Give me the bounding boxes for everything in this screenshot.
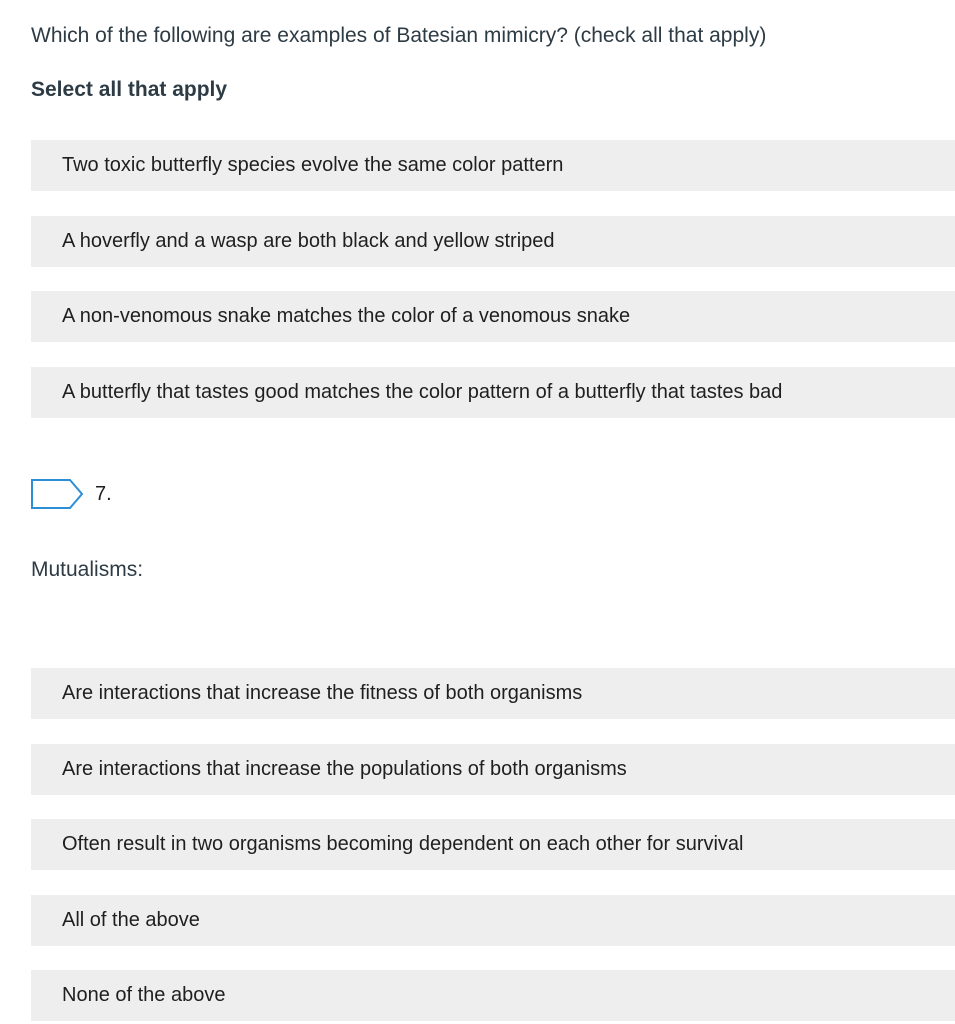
question-number: 7. bbox=[95, 482, 112, 505]
answer-option[interactable] bbox=[31, 216, 955, 267]
bookmark-flag-icon[interactable] bbox=[31, 479, 83, 509]
question-7-text: Mutualisms: bbox=[31, 558, 144, 581]
question-6-text: Which of the following are examples of Batesian mimicry? (check all that apply) bbox=[31, 24, 767, 47]
answer-label: None of the above bbox=[62, 984, 226, 1006]
question-6-answer-list bbox=[31, 140, 955, 418]
answer-label: Two toxic butterfly species evolve the same color pattern bbox=[62, 154, 564, 176]
select-all-instruction: Select all that apply bbox=[31, 78, 228, 101]
answer-option[interactable] bbox=[31, 819, 955, 870]
answer-label: A butterfly that tastes good matches the color pattern of a butterfly that tastes bad bbox=[62, 380, 783, 403]
answer-option[interactable] bbox=[31, 744, 955, 795]
question-7-header bbox=[31, 479, 112, 509]
answer-label: Are interactions that increase the fitness of both organisms bbox=[62, 682, 583, 704]
answer-option[interactable] bbox=[31, 668, 955, 719]
answer-label: All of the above bbox=[62, 908, 200, 931]
answer-option[interactable] bbox=[31, 970, 955, 1021]
answer-option[interactable] bbox=[31, 291, 955, 342]
question-7-answer-list bbox=[31, 668, 955, 1021]
answer-label: Are interactions that increase the populations of both organisms bbox=[62, 757, 627, 780]
answer-label: Often result in two organisms becoming dependent on each other for survival bbox=[62, 833, 744, 855]
answer-option[interactable] bbox=[31, 367, 955, 418]
answer-option[interactable] bbox=[31, 895, 955, 946]
answer-label: A hoverfly and a wasp are both black and yellow striped bbox=[62, 229, 555, 252]
answer-option[interactable] bbox=[31, 140, 955, 191]
answer-label: A non-venomous snake matches the color of a venomous snake bbox=[62, 305, 631, 327]
